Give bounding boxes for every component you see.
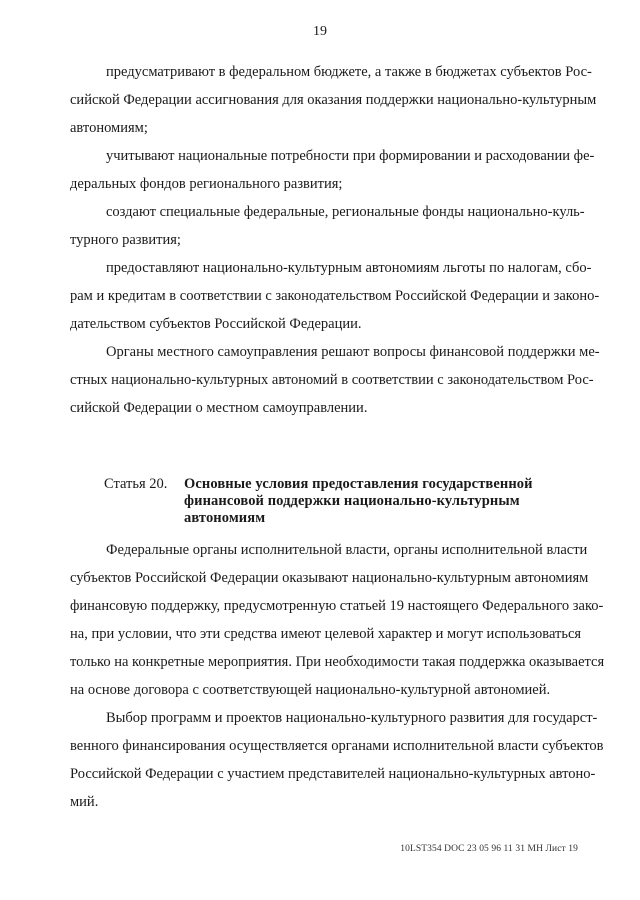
- text-line: Российской Федерации с участием представителей национально-культурных автоно-: [70, 766, 596, 782]
- text-line: Выбор программ и проектов национально-культурного развития для государст-: [106, 710, 598, 726]
- text-line: автономиям;: [70, 120, 148, 136]
- document-footer: 10LST354 DOC 23 05 96 11 31 МН Лист 19: [400, 844, 578, 854]
- page-number: 19: [313, 24, 327, 39]
- article-title-line: автономиям: [184, 510, 266, 526]
- article-title: [184, 476, 604, 527]
- text-line: Органы местного самоуправления решают вопросы финансовой поддержки ме-: [106, 344, 600, 360]
- text-line: дательством субъектов Российской Федерации.: [70, 316, 362, 332]
- text-line: рам и кредитам в соответствии с законодательством Российской Федерации и законо-: [70, 288, 600, 304]
- text-line: Федеральные органы исполнительной власти, органы исполнительной власти: [106, 542, 588, 558]
- article-title-line: финансовой поддержки национально-культурным: [184, 493, 520, 509]
- text-line: предоставляют национально-культурным автономиям льготы по налогам, сбо-: [106, 260, 592, 276]
- text-line: сийской Федерации о местном самоуправлении.: [70, 400, 368, 416]
- text-line: сийской Федерации ассигнования для оказания поддержки национально-культурным: [70, 92, 597, 108]
- text-block-funding-measures: [70, 58, 600, 422]
- article-title-line: Основные условия предоставления государственной: [184, 476, 533, 492]
- text-line: на основе договора с соответствующей национально-культурной автономией.: [70, 682, 551, 698]
- text-line: на, при условии, что эти средства имеют целевой характер и могут использоваться: [70, 626, 582, 642]
- text-line: предусматривают в федеральном бюджете, а также в бюджетах субъектов Рос-: [106, 64, 592, 80]
- article-number: Статья 20.: [104, 476, 168, 492]
- text-block-article-20: [70, 536, 605, 816]
- text-line: деральных фондов регионального развития;: [70, 176, 343, 192]
- text-line: стных национально-культурных автономий в соответствии с законодательством Рос-: [70, 372, 594, 388]
- text-line: учитывают национальные потребности при формировании и расходовании фе-: [106, 148, 595, 164]
- text-line: мий.: [70, 794, 99, 810]
- text-line: турного развития;: [70, 232, 181, 248]
- text-line: финансовую поддержку, предусмотренную статьей 19 настоящего Федерального зако-: [70, 598, 604, 614]
- text-line: венного финансирования осуществляется органами исполнительной власти субъектов: [70, 738, 604, 754]
- text-line: только на конкретные мероприятия. При необходимости такая поддержка оказывается: [70, 654, 605, 670]
- text-line: субъектов Российской Федерации оказывают национально-культурным автономиям: [70, 570, 589, 586]
- text-line: создают специальные федеральные, региональные фонды национально-куль-: [106, 204, 585, 220]
